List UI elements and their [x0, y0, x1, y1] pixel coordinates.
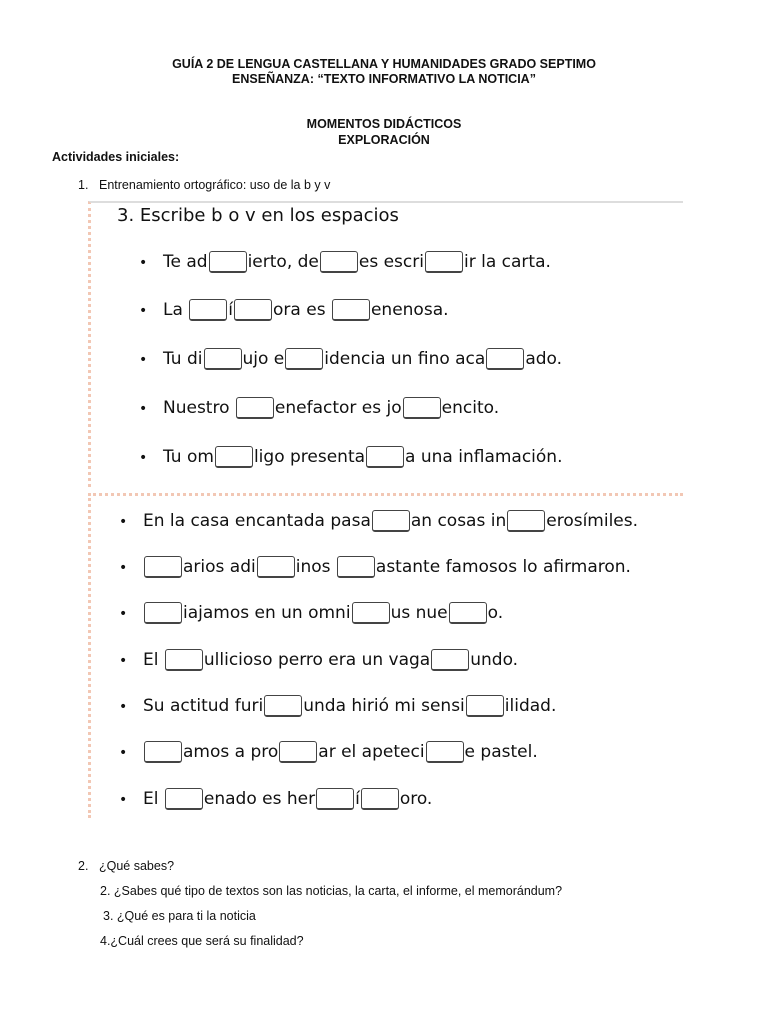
- sentence-fragment: ado.: [525, 349, 563, 369]
- sentence-fragment: an cosas in: [410, 511, 507, 531]
- bullet: •: [119, 745, 128, 761]
- answer-blank[interactable]: [337, 556, 375, 578]
- bullet: •: [139, 401, 148, 417]
- sentence-fragment: í: [228, 300, 234, 320]
- sentence-fragment: unda hirió mi sensi: [303, 696, 465, 716]
- sentence-fragment: amos a pro: [183, 742, 279, 762]
- answer-blank[interactable]: [236, 397, 274, 419]
- sentence-fragment: arios adi: [183, 557, 256, 577]
- bullet: •: [119, 514, 128, 530]
- sentence-fragment: Su actitud furi: [143, 696, 264, 716]
- exercise-sentence: [139, 348, 562, 370]
- sentence-fragment: a una inflamación.: [405, 447, 563, 467]
- answer-blank[interactable]: [144, 602, 182, 624]
- question-4: 4.¿Cuál crees que será su finalidad?: [100, 934, 304, 948]
- sentence-fragment: ir la carta.: [463, 252, 551, 272]
- exercise-sentence: [119, 649, 518, 671]
- sentence-fragment: idencia un fino aca: [324, 349, 486, 369]
- answer-blank[interactable]: [316, 788, 354, 810]
- sentence-fragment: ligo presenta: [253, 447, 366, 467]
- answer-blank[interactable]: [320, 251, 358, 273]
- activities-label: Actividades iniciales:: [52, 150, 180, 164]
- sentence-fragment: astante famosos lo afirmaron.: [375, 557, 631, 577]
- sentence-fragment: oro.: [399, 789, 433, 809]
- answer-blank[interactable]: [144, 741, 182, 763]
- answer-blank[interactable]: [486, 348, 524, 370]
- answer-blank[interactable]: [279, 741, 317, 763]
- answer-blank[interactable]: [165, 788, 203, 810]
- question-2: 2. ¿Sabes qué tipo de textos son las noticias, la carta, el informe, el memorándum?: [100, 884, 563, 898]
- answer-blank[interactable]: [215, 446, 253, 468]
- sentence-fragment: El: [143, 650, 164, 670]
- bullet: •: [139, 255, 148, 271]
- section-subtitle: EXPLORACIÓN: [338, 133, 430, 147]
- sentence-fragment: ierto, de: [247, 252, 319, 272]
- answer-blank[interactable]: [257, 556, 295, 578]
- exercise-sentence: [119, 788, 432, 810]
- answer-blank[interactable]: [234, 299, 272, 321]
- sentence-fragment: Tu di: [163, 349, 203, 369]
- answer-blank[interactable]: [189, 299, 227, 321]
- sentence-fragment: Te ad: [163, 252, 208, 272]
- answer-blank[interactable]: [425, 251, 463, 273]
- bullet: •: [139, 303, 148, 319]
- answer-blank[interactable]: [352, 602, 390, 624]
- answer-blank[interactable]: [165, 649, 203, 671]
- answer-blank[interactable]: [285, 348, 323, 370]
- exercise-sentence: [139, 299, 449, 321]
- sentence-fragment: o.: [487, 603, 504, 623]
- bullet: •: [139, 450, 148, 466]
- sentence-fragment: En la casa encantada pasa: [143, 511, 371, 531]
- answer-blank[interactable]: [449, 602, 487, 624]
- guide-title: GUÍA 2 DE LENGUA CASTELLANA Y HUMANIDADES GRADO SEPTIMO: [172, 57, 596, 71]
- exercise-image-part2: [88, 493, 683, 818]
- answer-blank[interactable]: [144, 556, 182, 578]
- sentence-fragment: ujo e: [242, 349, 285, 369]
- answer-blank[interactable]: [332, 299, 370, 321]
- item2-number: 2.: [78, 859, 89, 873]
- sentence-fragment: ilidad.: [504, 696, 557, 716]
- sentence-fragment: ora es: [273, 300, 331, 320]
- question-3: 3. ¿Qué es para ti la noticia: [103, 909, 256, 923]
- bullet: •: [139, 352, 148, 368]
- answer-blank[interactable]: [372, 510, 410, 532]
- bullet: •: [119, 699, 128, 715]
- sentence-fragment: us nue: [390, 603, 448, 623]
- bullet: •: [119, 606, 128, 622]
- exercise-sentence: [119, 602, 503, 624]
- answer-blank[interactable]: [366, 446, 404, 468]
- exercise-sentence: [119, 510, 638, 532]
- item2-text: ¿Qué sabes?: [99, 859, 175, 873]
- exercise-sentence: [119, 556, 631, 578]
- bullet: •: [119, 653, 128, 669]
- answer-blank[interactable]: [361, 788, 399, 810]
- answer-blank[interactable]: [403, 397, 441, 419]
- sentence-fragment: encito.: [441, 398, 500, 418]
- sentence-fragment: iajamos en un omni: [183, 603, 351, 623]
- exercise-sentence: [119, 695, 556, 717]
- answer-blank[interactable]: [204, 348, 242, 370]
- sentence-fragment: enenosa.: [370, 300, 449, 320]
- bullet: •: [119, 560, 128, 576]
- bullet: •: [119, 792, 128, 808]
- sentence-fragment: La: [163, 300, 189, 320]
- answer-blank[interactable]: [466, 695, 504, 717]
- exercise-sentence: [119, 741, 538, 763]
- exercise-title: 3. Escribe b o v en los espacios: [117, 205, 399, 226]
- sentence-fragment: undo.: [470, 650, 519, 670]
- sentence-fragment: ullicioso perro era un vaga: [203, 650, 431, 670]
- answer-blank[interactable]: [209, 251, 247, 273]
- guide-subtitle: ENSEÑANZA: “TEXTO INFORMATIVO LA NOTICIA”: [232, 72, 536, 86]
- sentence-fragment: í: [355, 789, 360, 809]
- sentence-fragment: ar el apeteci: [318, 742, 425, 762]
- sentence-fragment: inos: [295, 557, 336, 577]
- sentence-fragment: enefactor es jo: [274, 398, 402, 418]
- answer-blank[interactable]: [264, 695, 302, 717]
- sentence-fragment: enado es her: [203, 789, 316, 809]
- answer-blank[interactable]: [426, 741, 464, 763]
- exercise-sentence: [139, 397, 499, 419]
- sentence-fragment: erosímiles.: [546, 511, 639, 531]
- exercise-sentence: [139, 446, 563, 468]
- sentence-fragment: Nuestro: [163, 398, 235, 418]
- item1-text: Entrenamiento ortográfico: uso de la b y v: [99, 178, 331, 192]
- answer-blank[interactable]: [431, 649, 469, 671]
- item1-number: 1.: [78, 178, 89, 192]
- sentence-fragment: es escri: [358, 252, 424, 272]
- sentence-fragment: Tu om: [163, 447, 214, 467]
- exercise-sentence: [139, 251, 551, 273]
- sentence-fragment: e pastel.: [464, 742, 538, 762]
- sentence-fragment: El: [143, 789, 164, 809]
- answer-blank[interactable]: [507, 510, 545, 532]
- exercise-image-part1: [88, 201, 683, 487]
- section-title: MOMENTOS DIDÁCTICOS: [306, 117, 462, 131]
